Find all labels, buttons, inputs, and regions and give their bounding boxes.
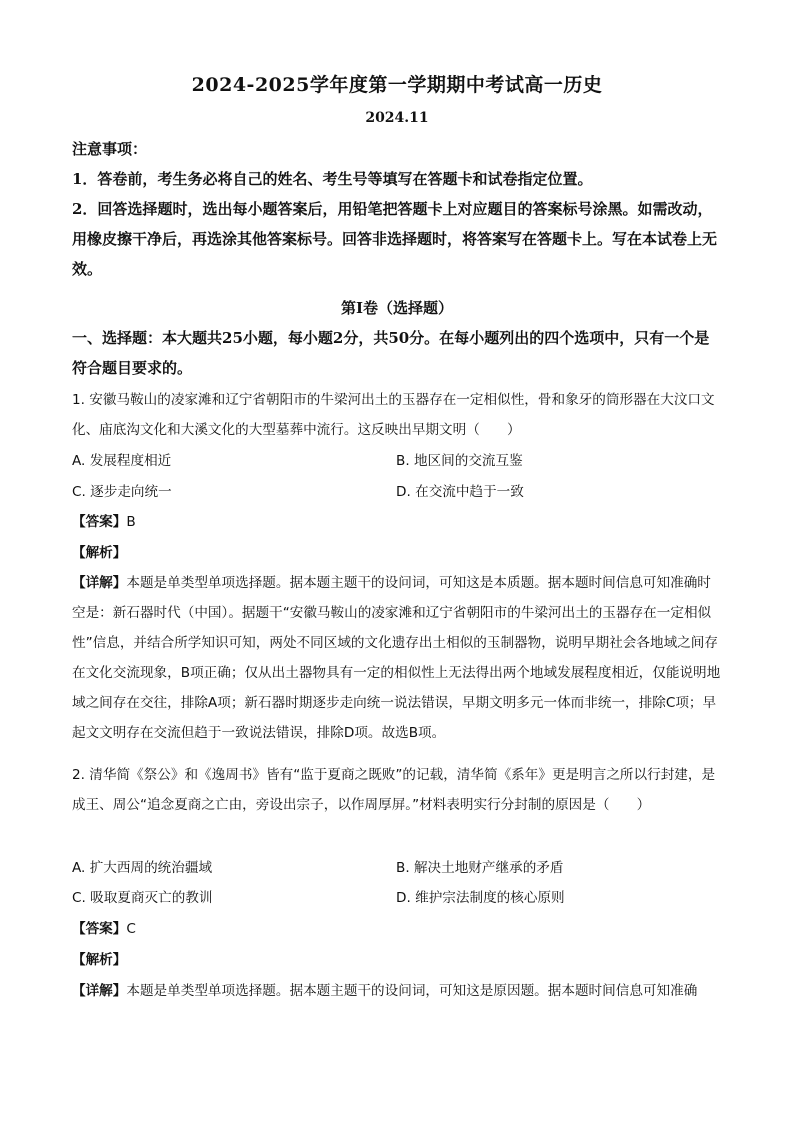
question-2-detail — [72, 976, 724, 1006]
notice-item-2: 2．回答选择题时，选出每小题答案后，用铅笔把答题卡上对应题目的答案标号涂黑。如需改动，用橡皮擦干净后，再选涂其他答案标号。回答非选择题时，将答案写在答题卡上。写在本试卷上无效。 — [72, 200, 718, 278]
question-1-option-b: B. 地区间的交流互鉴 — [396, 453, 523, 469]
section-title: 第Ⅰ卷（选择题） — [340, 299, 454, 317]
answer-tag: 【答案】 — [72, 921, 127, 937]
question-1-option-d: D. 在交流中趋于一致 — [396, 484, 524, 500]
detail-tag: 【详解】 — [72, 575, 127, 591]
section-instructions: 一、选择题：本大题共25小题，每小题2分，共50分。在每小题列出的四个选项中，只有一个是符合题目要求的。 — [72, 329, 710, 377]
question-1-answer — [72, 507, 724, 537]
question-2-option-b: B. 解决土地财产继承的矛盾 — [396, 860, 564, 876]
question-1-option-c: C. 逐步走向统一 — [72, 484, 172, 500]
question-2-stem: 2. 清华简《祭公》和《逸周书》皆有“监于夏商之既败”的记载，清华简《系年》更是明言之所以行封建，是成王、周公“追念夏商之亡由，旁设出宗子，以作周厚屏。”材料表明实行分封制的原因是（ ） — [72, 767, 716, 813]
notice-heading: 注意事项： — [72, 140, 148, 158]
answer-value: C — [126, 921, 136, 937]
notice-item-1: 1．答卷前，考生务必将自己的姓名、考生号等填写在答题卡和试卷指定位置。 — [72, 170, 593, 188]
question-2-answer — [72, 914, 724, 944]
exam-title: 2024-2025学年度第一学期期中考试高一历史 — [191, 74, 603, 96]
question-2-option-a: A. 扩大西周的统治疆域 — [72, 860, 213, 876]
answer-value: B — [126, 514, 136, 530]
detail-tag: 【详解】 — [72, 983, 127, 999]
question-1-analysis-tag: 【解析】 — [72, 545, 127, 561]
question-2-analysis-tag: 【解析】 — [72, 952, 127, 968]
detail-text: 本题是单类型单项选择题。据本题主题干的设问词，可知这是本质题。据本题时间信息可知准确时空是：新石器时代（中国）。据题干“安徽马鞍山的凌家滩和辽宁省朝阳市的牛梁河出土的玉器存在一定相似性”信息，并结合所学知识可知，两处不同区域的文化遗存出土相似的玉制器物，说明早期社会各地域之间存在文化交流现象，B项正确；仅从出土器物具有一定的相似性上无法得出两个地域发展程度相近，仅能说明地域之间存在交往，排除A项；新石器时期逐步走向统一说法错误，早期文明多元一体而非统一，排除C项；早起文文明存在交流但趋于一致说法错误，排除D项。故选B项。 — [72, 575, 721, 741]
question-1-detail — [72, 568, 724, 748]
question-1-options-row-2 — [72, 477, 724, 507]
question-1-option-a: A. 发展程度相近 — [72, 453, 172, 469]
question-2-option-d: D. 维护宗法制度的核心原则 — [396, 890, 565, 906]
question-2-options-row-1 — [72, 853, 724, 883]
question-2-option-c: C. 吸取夏商灭亡的教训 — [72, 890, 213, 906]
exam-date: 2024.11 — [365, 110, 429, 126]
answer-tag: 【答案】 — [72, 514, 127, 530]
question-2-options-row-2 — [72, 883, 724, 913]
question-1-options-row-1 — [72, 446, 724, 476]
detail-text: 本题是单类型单项选择题。据本题主题干的设问词，可知这是原因题。据本题时间信息可知准确 — [126, 983, 698, 999]
question-1-stem: 1. 安徽马鞍山的凌家滩和辽宁省朝阳市的牛梁河出土的玉器存在一定相似性，骨和象牙的筒形器在大汶口文化、庙底沟文化和大溪文化的大型墓葬中流行。这反映出早期文明（ ） — [72, 392, 715, 438]
